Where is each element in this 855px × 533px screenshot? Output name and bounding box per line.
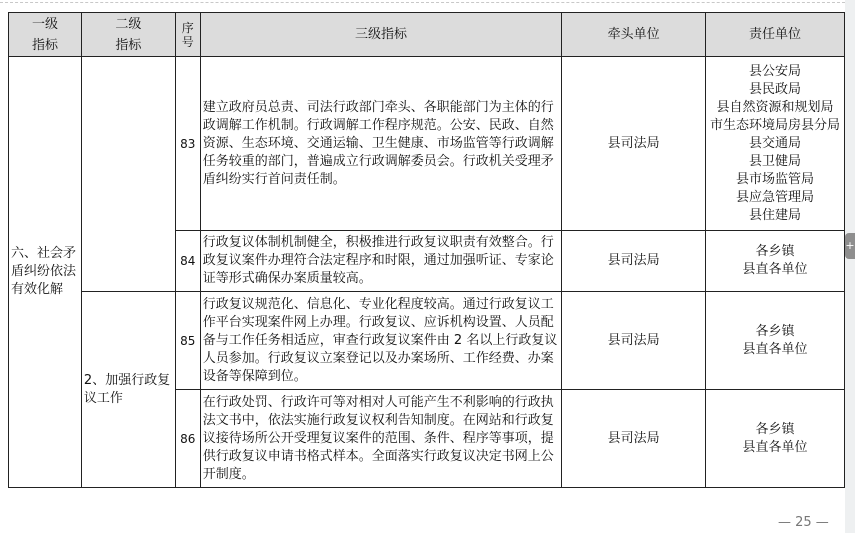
header-level1-text: 一级 指标 [31,16,58,53]
plus-icon: + [845,239,855,252]
table-header-row [9,13,845,57]
header-seq [175,13,200,57]
header-lead: 牵头单位 [562,13,706,57]
lead-unit-cell: 县司法局 [562,292,706,390]
table-row [9,292,845,390]
resp-unit-cell [705,57,844,231]
resp-unit-item: 各乡镇 [755,244,795,259]
level3-indicator-cell: 在行政处罚、行政许可等对相对人可能产生不利影响的行政执法文书中，依法实施行政复议权利告知制度。在网站和行政复议接待场所公开受理复议案件的范围、条件、程序等事项，提供行政复议申请书格式样本。全面落实行政复议决定书网上公开制度。 [200,390,561,488]
resp-unit-item: 县卫健局 [748,153,801,169]
resp-unit-item: 县应急管理局 [735,189,814,205]
resp-unit-item: 市生态环境局房县分局 [709,117,840,133]
resp-unit-item: 县公安局 [748,63,801,79]
seq-cell: 86 [175,390,200,488]
header-level1 [9,13,82,57]
resp-unit-item: 县市场监管局 [735,171,814,187]
header-level2-text: 二级 指标 [115,16,142,53]
table-row [9,57,845,231]
header-seq-text: 序 号 [181,20,194,49]
resp-unit-cell [705,231,844,292]
lead-unit-cell: 县司法局 [562,57,706,231]
resp-unit-item: 县直各单位 [742,439,808,455]
resp-unit-item: 县住建局 [748,207,801,223]
indicator-table [8,12,845,488]
level1-indicator-cell: 六、社会矛盾纠纷依法有效化解 [9,57,82,488]
level3-indicator-cell: 行政复议体制机制健全，积极推进行政复议职责有效整合。行政复议案件办理符合法定程序和时限，通过加强听证、专家论证等形式确保办案质量较高。 [200,231,561,292]
header-level3: 三级指标 [200,13,561,57]
seq-cell: 84 [175,231,200,292]
resp-unit-item: 县交通局 [748,135,801,151]
level3-indicator-cell: 行政复议规范化、信息化、专业化程度较高。通过行政复议工作平台实现案件网上办理。行政复议、应诉机构设置、人员配备与工作任务相适应，审查行政复议案件由 2 名以上行政复议人员参加。行政复议立案登记以及办案场所、工作经费、办案设备等保障到位。 [200,292,561,390]
resp-unit-item: 县直各单位 [742,341,808,357]
resp-unit-item: 县民政局 [748,81,801,97]
page-top-border [0,2,845,3]
header-resp: 责任单位 [705,13,844,57]
resp-unit-cell [705,390,844,488]
resp-unit-cell [705,292,844,390]
resp-unit-item: 各乡镇 [755,323,795,339]
level3-indicator-cell: 建立政府员总责、司法行政部门牵头、各职能部门为主体的行政调解工作机制。行政调解工作程序规范。公安、民政、自然资源、生态环境、交通运输、卫生健康、市场监管等行政调解任务较重的部门，普遍成立行政调解委员会。行政机关受理矛盾纠纷实行首问责任制。 [200,57,561,231]
resp-unit-item: 县直各单位 [742,262,808,277]
resp-unit-item: 县自然资源和规划局 [716,99,834,115]
side-expand-tab[interactable] [845,233,855,259]
seq-cell: 85 [175,292,200,390]
lead-unit-cell: 县司法局 [562,390,706,488]
page-number: — 25 — [778,515,829,530]
level2-indicator-cell: 2、加强行政复议工作 [81,292,175,488]
lead-unit-cell: 县司法局 [562,231,706,292]
level2-indicator-cell-empty [81,57,175,292]
header-level2 [81,13,175,57]
seq-cell: 83 [175,57,200,231]
resp-unit-item: 各乡镇 [755,421,795,437]
